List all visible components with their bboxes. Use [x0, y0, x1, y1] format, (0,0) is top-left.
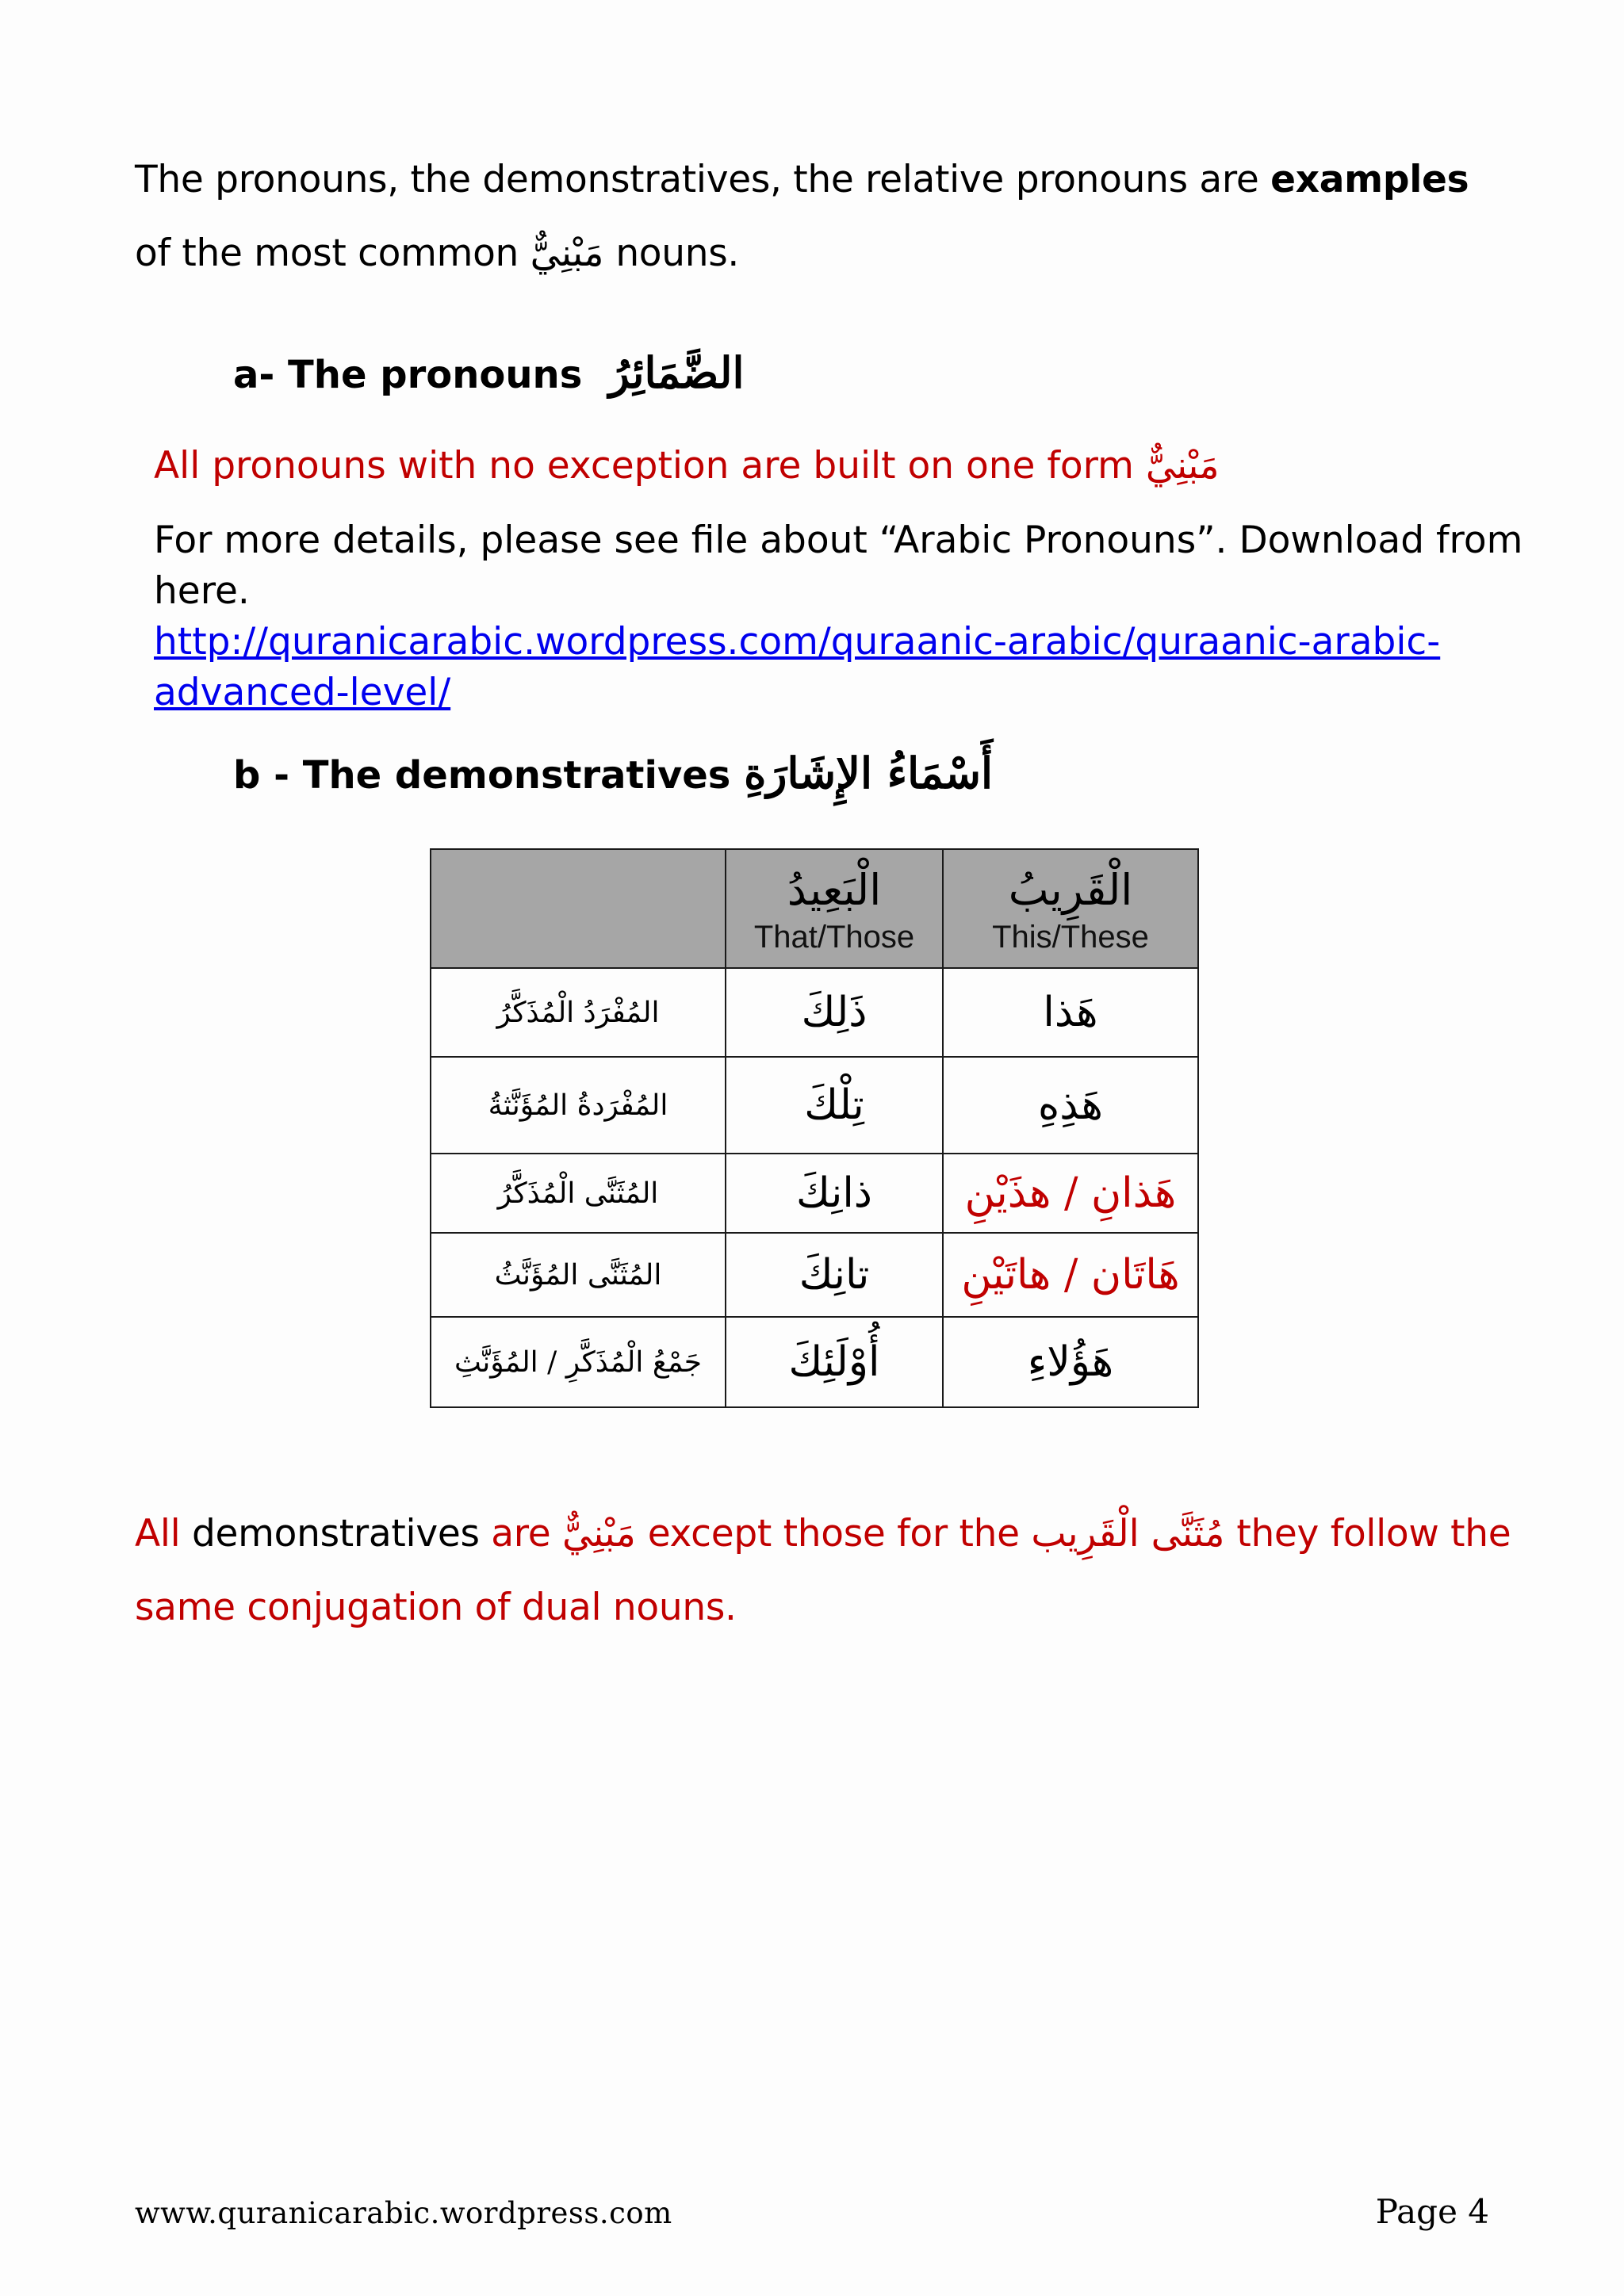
header-far-english: That/Those [753, 920, 915, 955]
section-a-heading [233, 349, 744, 399]
header-near [943, 849, 1198, 968]
far-cell: أُوْلَئِكَ [726, 1317, 943, 1407]
section-b-heading [233, 749, 993, 799]
section-b-arabic: أَسْمَاءُ الإِشَارَةِ [744, 748, 994, 798]
far-cell: تِلْكَ [726, 1057, 943, 1154]
conclusion-demonstratives: demonstratives [180, 1512, 492, 1556]
conclusion-except: except those for the [635, 1512, 1032, 1556]
header-far [726, 849, 943, 968]
row-label: المُفْرَدةُ المُؤَنَّثةُ [431, 1057, 726, 1154]
intro-text-3: nouns. [603, 232, 740, 275]
conclusion-all: All [135, 1512, 181, 1556]
intro-text-1: The pronouns, the demonstratives, the relative pronouns are [135, 158, 1271, 201]
near-cell: هَذا [943, 968, 1198, 1057]
near-cell: هَذانِ / هذَيْنِ [943, 1154, 1198, 1233]
conclusion-arabic-dual: مُثَنَّى الْقَرِيب [1031, 1512, 1225, 1556]
far-cell: ذانِكَ [726, 1154, 943, 1233]
section-a-label: a- The pronouns [233, 353, 583, 397]
pronoun-rule-arabic: مَبْنِيٌّ [1145, 444, 1220, 488]
intro-text-2: of the most common [135, 232, 530, 275]
conclusion-paragraph [135, 1497, 1530, 1644]
row-label: المُثَنَّى المُؤَنَّثُ [431, 1233, 726, 1317]
header-near-arabic: الْقَرِيبُ [1008, 865, 1133, 915]
far-cell: ذَلِكَ [726, 968, 943, 1057]
intro-paragraph [135, 143, 1499, 290]
intro-bold-word: examples [1270, 158, 1469, 201]
table-header-row [431, 849, 1198, 968]
table-row [431, 1154, 1198, 1233]
far-cell: تانِكَ [726, 1233, 943, 1317]
pronoun-rule [154, 441, 1220, 492]
header-far-arabic: الْبَعِيدُ [787, 865, 882, 915]
footer-page-number: Page 4 [1375, 2192, 1489, 2231]
header-empty-cell [431, 849, 726, 968]
conclusion-are: are [491, 1512, 563, 1556]
conclusion-rest: they follow the same conjugation of dual nouns. [135, 1512, 1511, 1629]
demonstratives-table [430, 848, 1199, 1408]
row-label: المُثَنَّى الْمُذَكَّرُ [431, 1154, 726, 1233]
row-label: المُفْرَدُ الْمُذَكَّرُ [431, 968, 726, 1057]
conclusion-arabic-mabni: مَبْنِيٌّ [562, 1512, 636, 1556]
section-a-arabic: الضَّمَائِرُ [608, 347, 745, 398]
table-row [431, 968, 1198, 1057]
near-cell: هَؤُلاءِ [943, 1317, 1198, 1407]
row-label: جَمْعُ الْمُذَكَّرِ / المُؤَنَّثِ [431, 1317, 726, 1407]
table-row [431, 1233, 1198, 1317]
details-text: For more details, please see file about “Arabic Pronouns”. Download from here. [154, 519, 1523, 613]
table-row [431, 1057, 1198, 1154]
footer-site: www.quranicarabic.wordpress.com [135, 2196, 672, 2230]
table-row [431, 1317, 1198, 1407]
section-b-label: b - The demonstratives [233, 753, 731, 798]
pronouns-file-link[interactable]: http://quranicarabic.wordpress.com/quraanic-arabic/quraanic-arabic-advanced-level/ [154, 620, 1441, 714]
header-near-english: This/These [992, 920, 1149, 955]
near-cell: هَاتَان / هاتَيْنِ [943, 1233, 1198, 1317]
near-cell: هَذِهِ [943, 1057, 1198, 1154]
details-paragraph [154, 515, 1549, 718]
pronoun-rule-text: All pronouns with no exception are built on one form [154, 444, 1146, 488]
intro-arabic-term: مَبْنِيٌّ [530, 232, 604, 275]
